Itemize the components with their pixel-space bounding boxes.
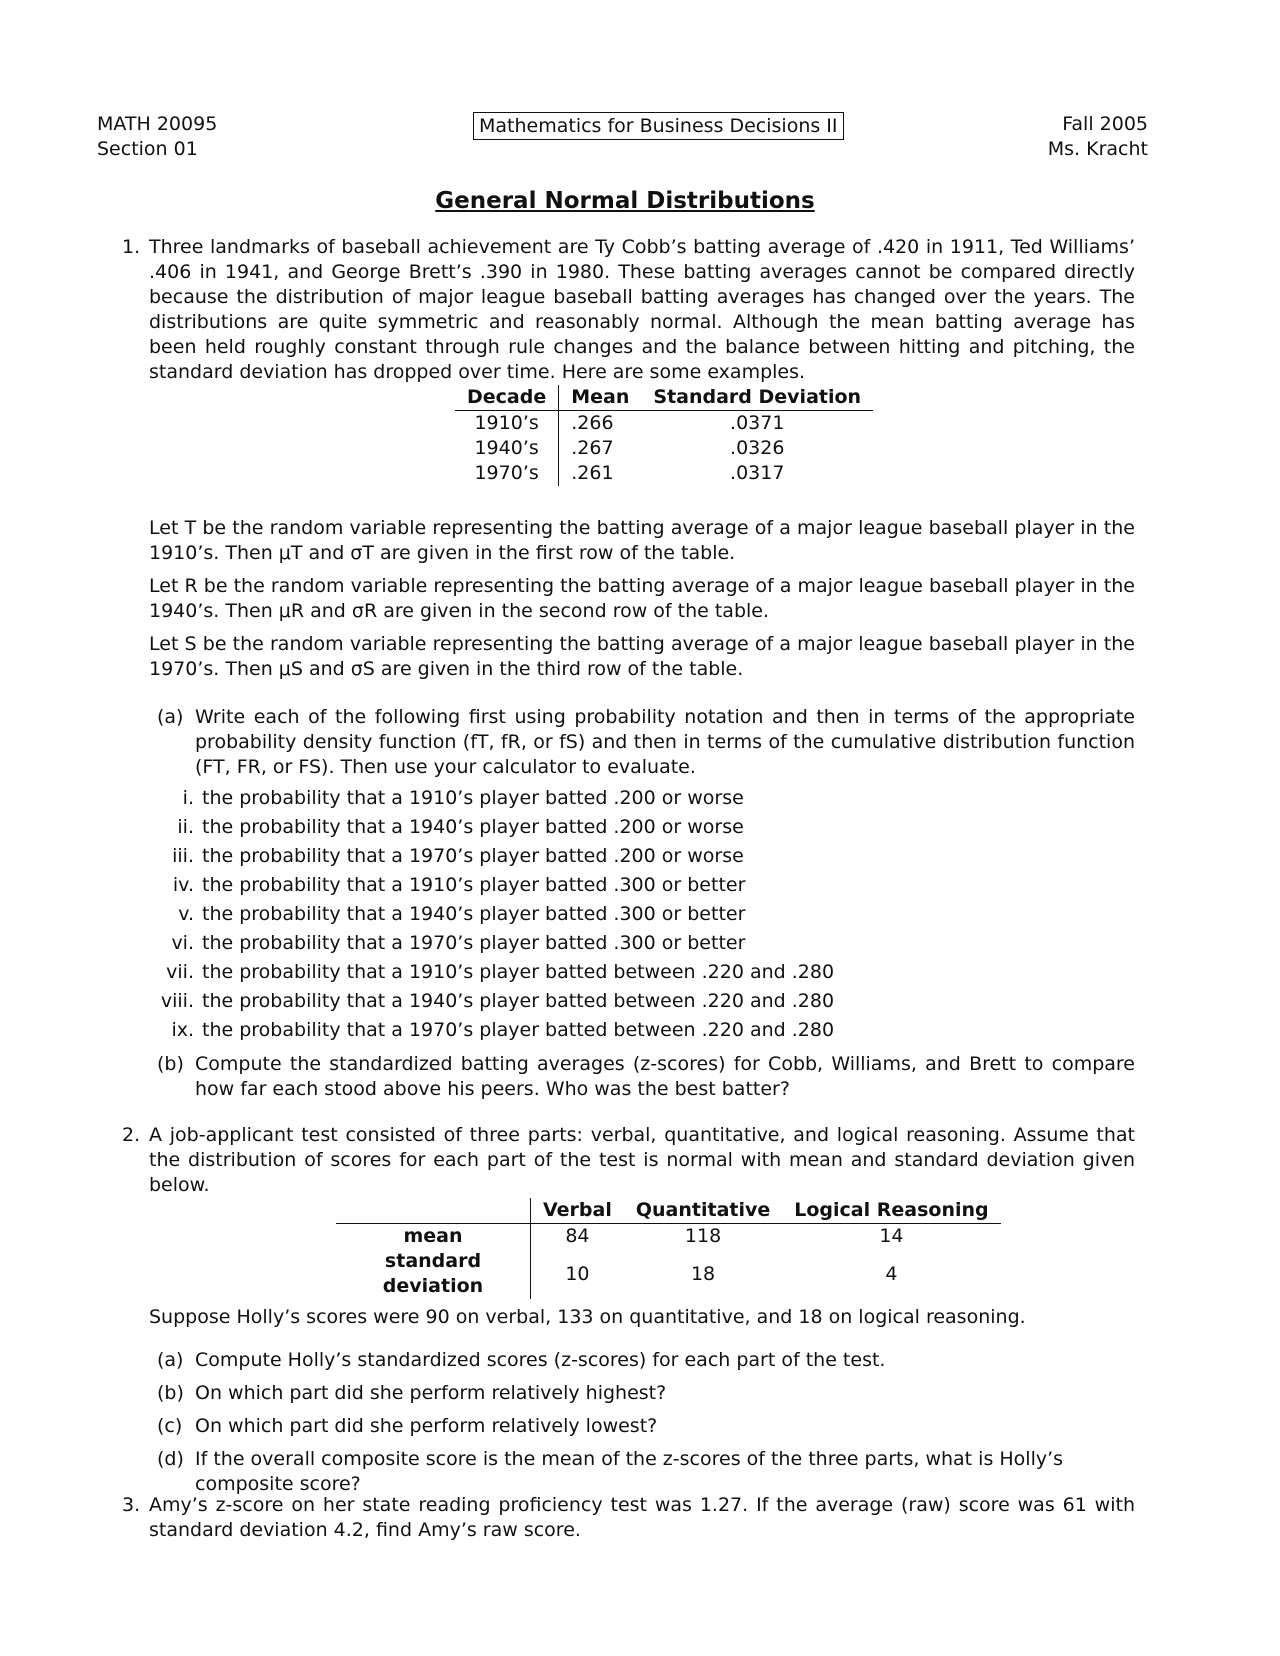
q1b-label: (b) <box>157 1053 184 1075</box>
course-title-box: Mathematics for Business Decisions II <box>473 112 844 140</box>
list-item: (b) On which part did she perform relatively highest? <box>157 1382 667 1404</box>
col-header-logical: Logical Reasoning <box>782 1198 1000 1224</box>
list-item: vii. the probability that a 1910’s player batted between .220 and .280 <box>166 961 835 983</box>
course-section: Section 01 <box>97 138 198 160</box>
list-item: vi. the probability that a 1970’s player batted .300 or better <box>171 932 746 954</box>
list-item: iii. the probability that a 1970’s player batted .200 or worse <box>172 845 744 867</box>
list-item: v. the probability that a 1940’s player batted .300 or better <box>178 903 746 925</box>
table-row: 1970’s .261 .0317 <box>474 462 785 484</box>
let-T-paragraph: Let T be the random variable representing the batting average of a major league baseball player in the 1910’s. Then μT and σT are given in the first row of the table. <box>149 517 1135 564</box>
q1a-text: Write each of the following first using probability notation and then in terms of the appropriate probability density function (fT, fR, or fS) and then in terms of the cumulative distribution function (FT, FR, or FS). Then use your calculator to evaluate. <box>195 706 1135 778</box>
q3-number: 3. <box>122 1494 141 1516</box>
q2-intro: A job-applicant test consisted of three parts: verbal, quantitative, and logical reasoning. Assume that the distribution of scores for each part of the test is normal with mean and standard deviation given below. <box>149 1124 1135 1196</box>
q1b-text: Compute the standardized batting averages (z-scores) for Cobb, Williams, and Brett to compare how far each stood above his peers. Who was the best batter? <box>195 1053 1135 1100</box>
q2-suppose: Suppose Holly’s scores were 90 on verbal, 133 on quantitative, and 18 on logical reasoning. <box>149 1306 1026 1328</box>
q1a-items <box>150 786 850 1047</box>
q1a-label: (a) <box>157 706 184 728</box>
list-item: ii. the probability that a 1940’s player batted .200 or worse <box>177 816 744 838</box>
q2-parts <box>157 1348 1135 1495</box>
header-right <box>1048 112 1148 162</box>
col-header-verbal: Verbal <box>531 1198 624 1224</box>
let-R-paragraph: Let R be the random variable representing the batting average of a major league baseball player in the 1940’s. Then μR and σR are given in the second row of the table. <box>149 575 1135 622</box>
course-number: MATH 20095 <box>97 113 218 135</box>
page-title: General Normal Distributions <box>435 188 815 214</box>
batting-table <box>455 385 873 486</box>
q1-number: 1. <box>122 236 141 258</box>
q1-intro: Three landmarks of baseball achievement are Ty Cobb’s batting average of .420 in 1911, Ted Williams’ .406 in 1941, and George Brett’s .390 in 1980. These batting averages cannot be compared directly because the distribution of major league baseball batting averages has changed over the years. The distributions are quite symmetric and reasonably normal. Although the mean batting average has been held roughly constant through rule changes and the balance between hitting and pitching, the standard deviation has dropped over time. Here are some examples. <box>149 236 1135 383</box>
table-row: 1940’s .267 .0326 <box>474 437 785 459</box>
header-left <box>97 112 217 162</box>
term: Fall 2005 <box>1062 113 1148 135</box>
q3-text: Amy’s z-score on her state reading proficiency test was 1.27. If the average (raw) score was 61 with standard deviation 4.2, find Amy’s raw score. <box>149 1494 1135 1541</box>
test-score-table <box>336 1198 1001 1299</box>
list-item: (d) If the overall composite score is the mean of the z-scores of the three parts, what is Holly’s composite score? <box>157 1448 1064 1495</box>
list-item: ix. the probability that a 1970’s player batted between .220 and .280 <box>171 1019 835 1041</box>
list-item: viii. the probability that a 1940’s player batted between .220 and .280 <box>160 990 835 1012</box>
list-item: i. the probability that a 1910’s player batted .200 or worse <box>182 787 744 809</box>
col-header-decade: Decade <box>455 385 559 411</box>
list-item: (a) Compute Holly’s standardized scores (z-scores) for each part of the test. <box>157 1349 886 1371</box>
table-row: 1910’s .266 .0371 <box>474 412 785 434</box>
table-row: standard deviation 10 18 4 <box>382 1250 898 1297</box>
list-item: iv. the probability that a 1910’s player batted .300 or better <box>172 874 746 896</box>
col-header-mean: Mean <box>559 385 642 411</box>
let-S-paragraph: Let S be the random variable representing the batting average of a major league baseball player in the 1970’s. Then μS and σS are given in the third row of the table. <box>149 633 1135 680</box>
instructor: Ms. Kracht <box>1047 138 1148 160</box>
list-item: (c) On which part did she perform relatively lowest? <box>157 1415 658 1437</box>
col-header-quantitative: Quantitative <box>624 1198 782 1224</box>
q2-number: 2. <box>122 1124 141 1146</box>
col-header-sd: Standard Deviation <box>641 385 873 411</box>
table-row: mean 84 118 14 <box>403 1225 904 1247</box>
